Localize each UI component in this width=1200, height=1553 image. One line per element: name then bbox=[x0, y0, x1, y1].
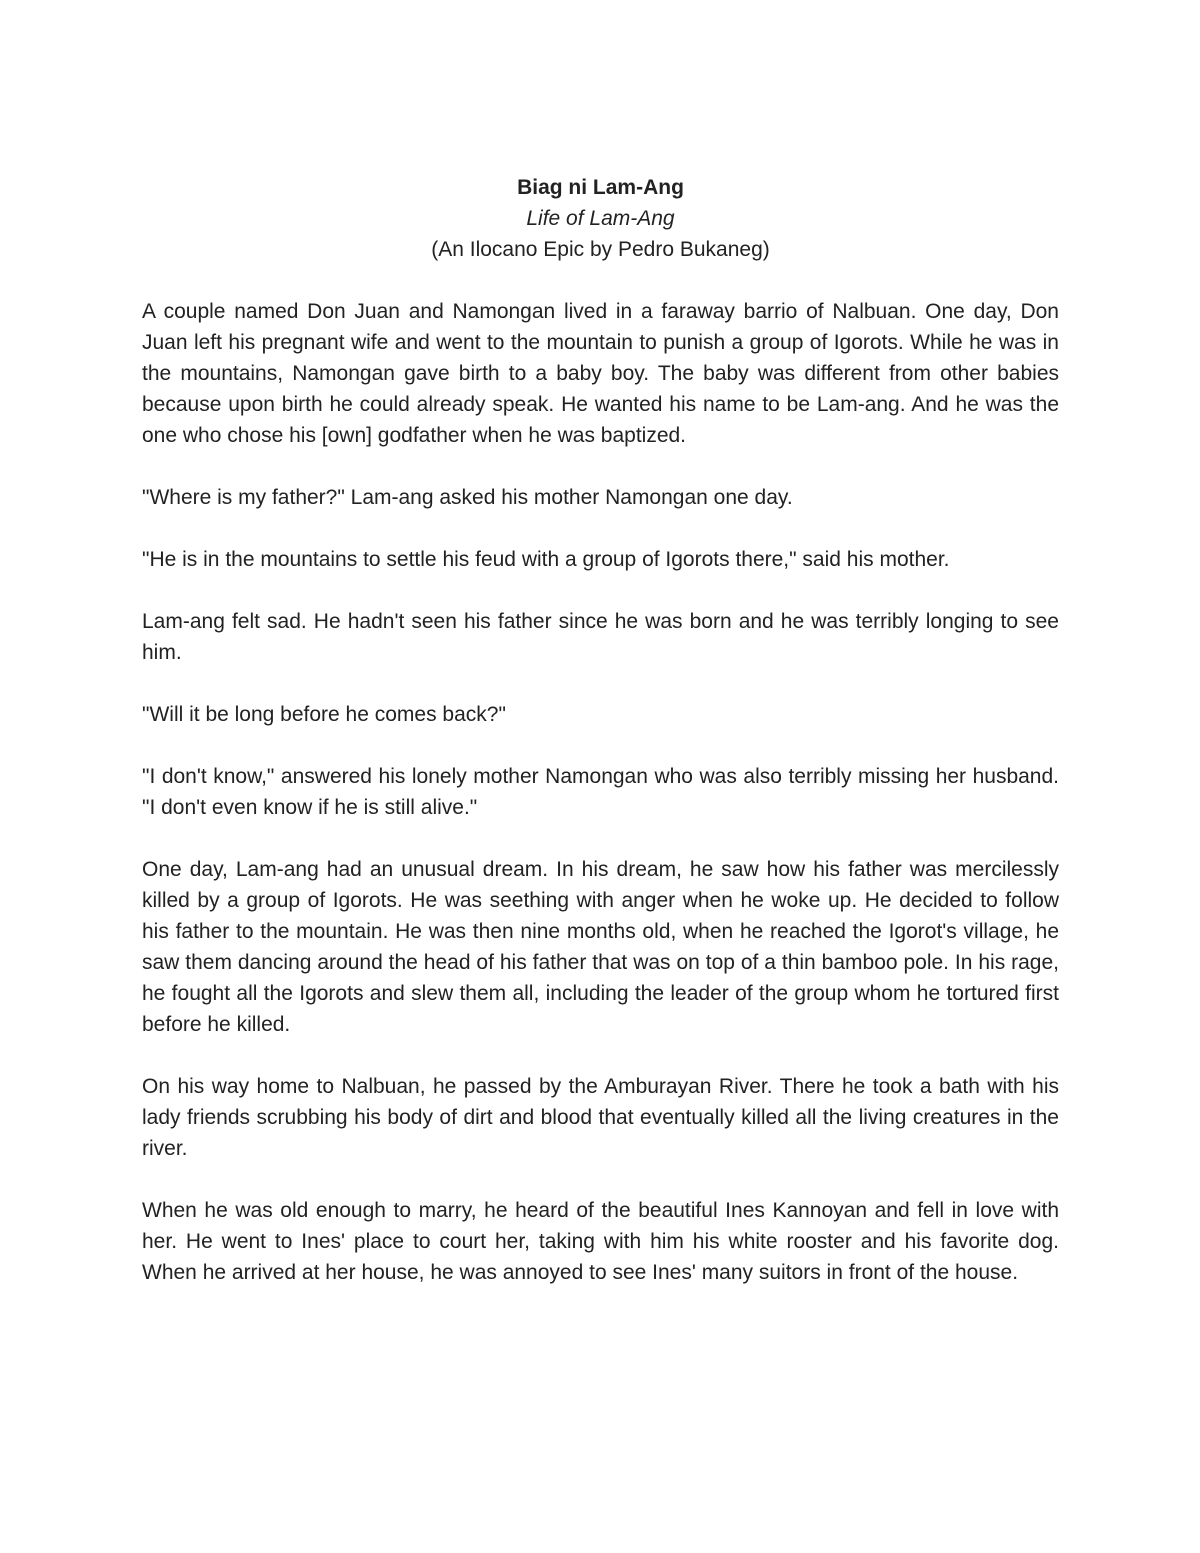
paragraph-long-before: "Will it be long before he comes back?" bbox=[142, 703, 506, 726]
document-title: Biag ni Lam-Ang bbox=[517, 176, 684, 199]
paragraph-river: On his way home to Nalbuan, he passed by the Amburayan River. There he took a bath with his lady friends scrubbing his body of dirt and blood that eventually killed all the living creatures in the river. bbox=[142, 1075, 1059, 1160]
document-body bbox=[142, 172, 1059, 1319]
paragraph-where-father: "Where is my father?" Lam-ang asked his mother Namongan one day. bbox=[142, 486, 793, 509]
document-attribution: (An Ilocano Epic by Pedro Bukaneg) bbox=[431, 238, 770, 261]
paragraph-lamang-sad: Lam-ang felt sad. He hadn't seen his father since he was born and he was terribly longing to see him. bbox=[142, 610, 1059, 664]
paragraph-ines: When he was old enough to marry, he heard of the beautiful Ines Kannoyan and fell in love with her. He went to Ines' place to court her, taking with him his white rooster and his favorite dog. When he arrived at her house, he was annoyed to see Ines' many suitors in front of the house. bbox=[142, 1199, 1059, 1284]
paragraph-dont-know: "I don't know," answered his lonely mother Namongan who was also terribly missing her husband. "I don't even know if he is still alive." bbox=[142, 765, 1059, 819]
document-subtitle: Life of Lam-Ang bbox=[526, 207, 675, 230]
paragraph-dream: One day, Lam-ang had an unusual dream. In his dream, he saw how his father was mercilessly killed by a group of Igorots. He was seething with anger when he woke up. He decided to follow his father to the mountain. He was then nine months old, when he reached the Igorot's village, he saw them dancing around the head of his father that was on top of a thin bamboo pole. In his rage, he fought all the Igorots and slew them all, including the leader of the group whom he tortured first before he killed. bbox=[142, 858, 1059, 1036]
paragraph-birth: A couple named Don Juan and Namongan lived in a faraway barrio of Nalbuan. One day, Don Juan left his pregnant wife and went to the mountain to punish a group of Igorots. While he was in the mountains, Namongan gave birth to a baby boy. The baby was different from other babies because upon birth he could already speak. He wanted his name to be Lam-ang. And he was the one who chose his [own] godfather when he was baptized. bbox=[142, 300, 1059, 447]
paragraph-mother-reply: "He is in the mountains to settle his feud with a group of Igorots there," said his mother. bbox=[142, 548, 950, 571]
